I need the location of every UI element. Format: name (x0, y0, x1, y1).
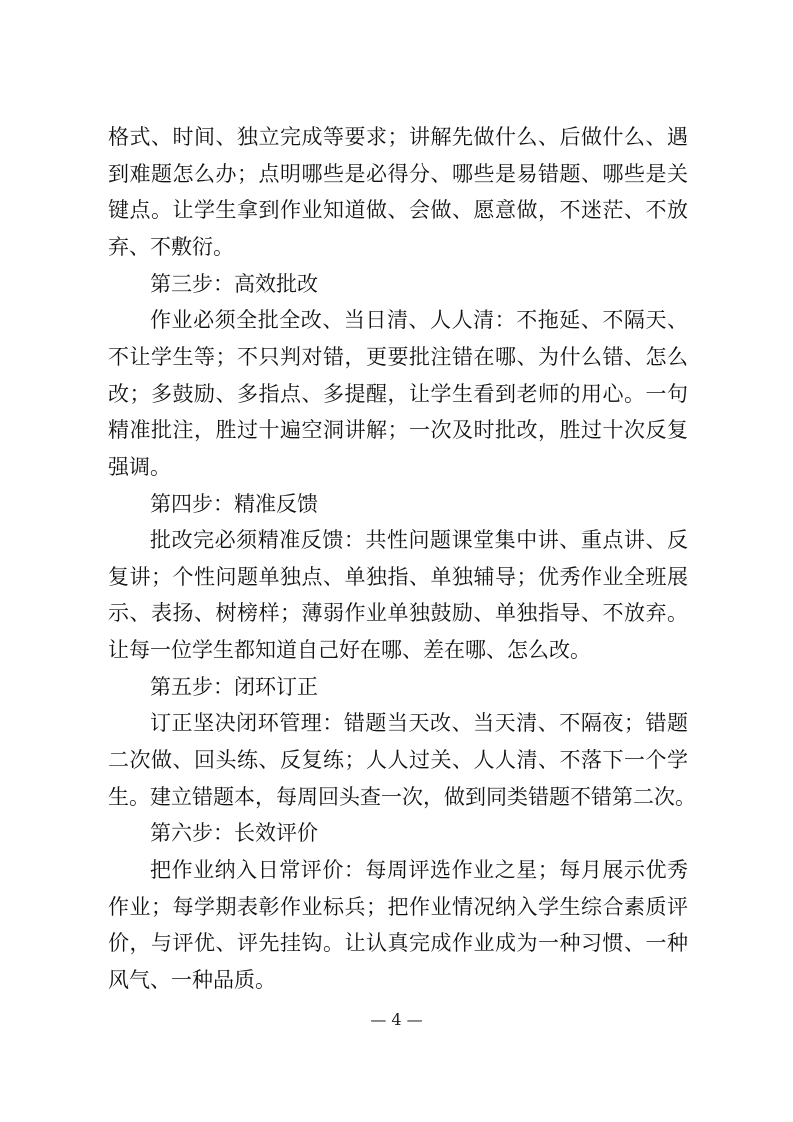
paragraph-line: 把作业纳入日常评价：每周评选作业之星；每月展示优秀 (150, 858, 688, 883)
paragraph-line: 精准批注，胜过十遍空洞讲解；一次及时批改，胜过十次反复 (108, 418, 688, 443)
paragraph-line: 批改完必须精准反馈：共性问题课堂集中讲、重点讲、反 (150, 528, 688, 553)
paragraph-line: 订正坚决闭环管理：错题当天改、当天清、不隔夜；错题 (150, 711, 688, 736)
section-heading-step-4: 第四步：精准反馈 (150, 491, 318, 516)
page-number: — 4 — (370, 1010, 423, 1029)
paragraph-line: 键点。让学生拿到作业知道做、会做、愿意做，不迷茫、不放 (108, 198, 688, 223)
section-heading-step-6: 第六步：长效评价 (150, 821, 318, 846)
section-heading-step-5: 第五步：闭环订正 (150, 674, 318, 699)
paragraph-line: 到难题怎么办；点明哪些是必得分、哪些是易错题、哪些是关 (108, 161, 688, 186)
section-heading-step-3: 第三步：高效批改 (150, 271, 318, 296)
paragraph-line: 风气、一种品质。 (108, 968, 276, 992)
paragraph-line: 作业；每学期表彰作业标兵；把作业情况纳入学生综合素质评 (108, 894, 688, 919)
paragraph-line: 强调。 (108, 454, 171, 479)
paragraph-line: 作业必须全批全改、当日清、人人清：不拖延、不隔天、 (150, 308, 688, 333)
paragraph-line: 价，与评优、评先挂钩。让认真完成作业成为一种习惯、一种 (108, 931, 688, 956)
paragraph-line: 生。建立错题本，每周回头查一次，做到同类错题不错第二次。 (108, 784, 696, 809)
paragraph-line: 让每一位学生都知道自己好在哪、差在哪、怎么改。 (108, 638, 591, 663)
paragraph-line: 复讲；个性问题单独点、单独指、单独辅导；优秀作业全班展 (108, 564, 688, 589)
paragraph-line: 格式、时间、独立完成等要求；讲解先做什么、后做什么、遇 (108, 125, 688, 149)
paragraph-line: 二次做、回头练、反复练；人人过关、人人清、不落下一个学 (108, 748, 688, 773)
paragraph-line: 改；多鼓励、多指点、多提醒，让学生看到老师的用心。一句 (108, 381, 688, 406)
paragraph-line: 不让学生等；不只判对错，更要批注错在哪、为什么错、怎么 (108, 344, 688, 369)
paragraph-line: 示、表扬、树榜样；薄弱作业单独鼓励、单独指导、不放弃。 (108, 601, 688, 626)
paragraph-line: 弃、不敷衍。 (108, 234, 234, 259)
